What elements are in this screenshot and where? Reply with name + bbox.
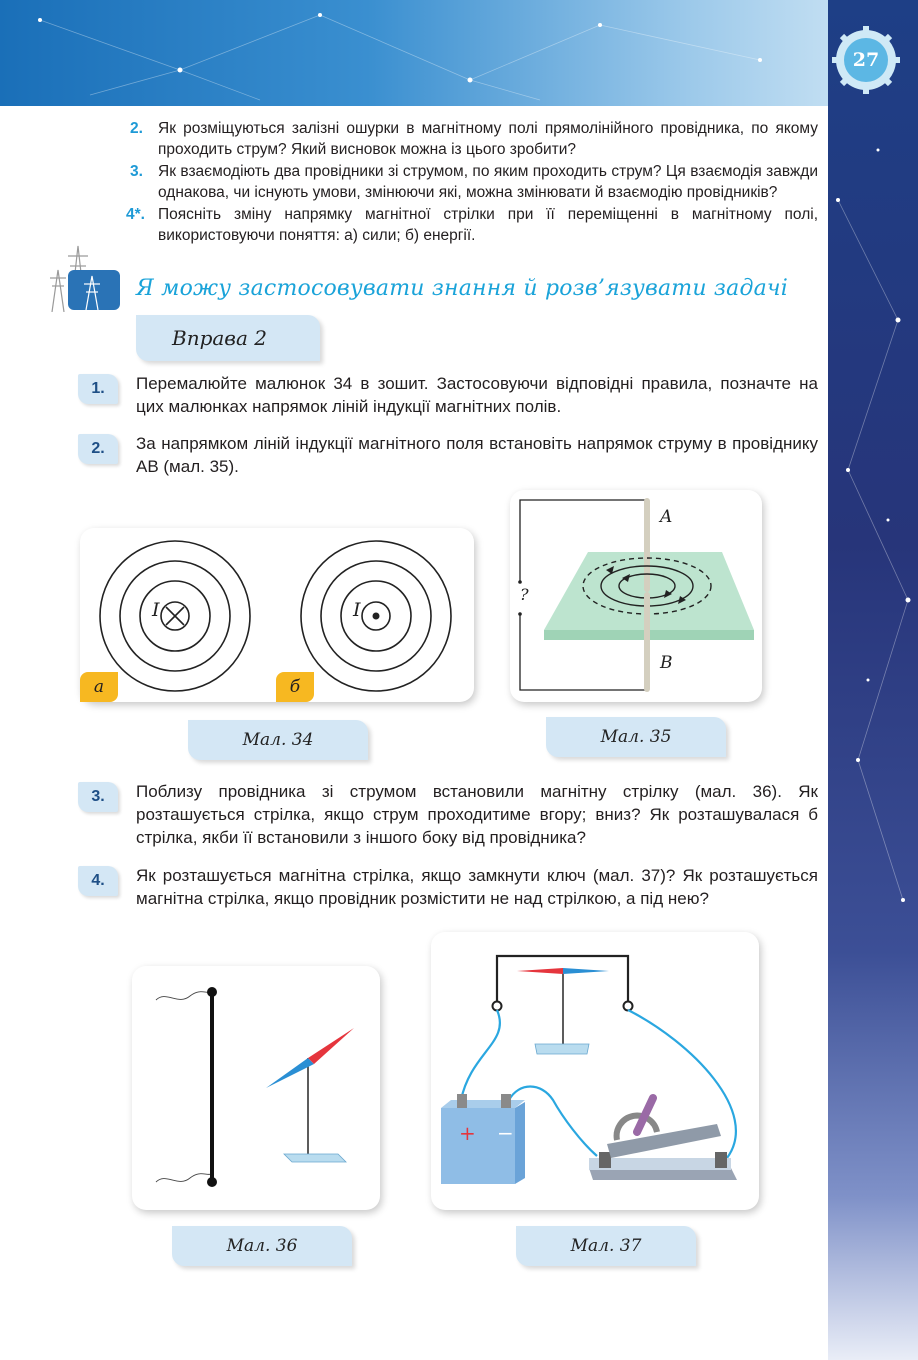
plus-sign: + bbox=[459, 1121, 476, 1145]
figure-36-drawing bbox=[132, 966, 380, 1210]
figure-34 bbox=[80, 528, 474, 702]
question-item bbox=[130, 118, 818, 160]
label-B: B bbox=[660, 653, 673, 673]
figure-37 bbox=[431, 932, 759, 1210]
side-banner bbox=[828, 0, 918, 1360]
question-item bbox=[130, 161, 818, 203]
figure-34-caption: Мал. 34 bbox=[188, 720, 368, 760]
task-number: 1. bbox=[78, 374, 118, 404]
current-label-a: I bbox=[152, 599, 160, 621]
question-number: 3. bbox=[130, 163, 143, 180]
section-title: Я можу застосовувати знання й розв’язувати задачі bbox=[136, 276, 789, 301]
question-text: Поясніть зміну напрямку магнітної стрілки при її переміщенні в магнітному полі, використовуючи поняття: а) сили; б) енергії. bbox=[158, 206, 818, 244]
task-item bbox=[78, 372, 818, 418]
question-number: 2. bbox=[130, 120, 143, 137]
task-text: За напрямком ліній індукції магнітного поля встановіть напрямок струму в провіднику AB (мал. 35). bbox=[136, 434, 818, 476]
task-text: Поблизу провідника зі струмом встановили магнітну стрілку (мал. 36). Як розташується стрілка, якщо струм проходитиме вгору; вниз? Як розташувалася б стрілка, якби її встановили з іншого боку від провідника? bbox=[136, 782, 818, 847]
star-decoration bbox=[828, 0, 918, 1360]
figure-36-caption: Мал. 36 bbox=[172, 1226, 352, 1266]
header-banner bbox=[0, 0, 918, 106]
task-number: 2. bbox=[78, 434, 118, 464]
question-item bbox=[126, 204, 818, 246]
task-item bbox=[78, 432, 818, 478]
task-item bbox=[78, 864, 818, 910]
figure-36 bbox=[132, 966, 380, 1210]
exercise-title: Вправа 2 bbox=[136, 315, 320, 361]
page-number: 27 bbox=[852, 49, 880, 71]
task-text: Як розташується магнітна стрілка, якщо замкнути ключ (мал. 37)? Як розташується магнітна стрілка, якщо провідник розмістити не над стрілкою, а під нею? bbox=[136, 866, 818, 908]
question-list bbox=[126, 118, 818, 247]
question-mark: ? bbox=[520, 585, 529, 604]
figure-label-b: б bbox=[276, 672, 314, 702]
figure-37-caption: Мал. 37 bbox=[516, 1226, 696, 1266]
figure-37-drawing bbox=[431, 932, 759, 1210]
task-number: 3. bbox=[78, 782, 118, 812]
question-text: Як взаємодіють два провідники зі струмом, по яким проходить струм? Ця взаємодія завжди однакова, чи існують умови, змінюючи які, можна змінювати й взаємодію провідників? bbox=[158, 163, 818, 201]
figure-35-caption: Мал. 35 bbox=[546, 717, 726, 757]
power-tower-icon bbox=[42, 240, 122, 312]
figure-35 bbox=[510, 490, 762, 702]
question-number: 4*. bbox=[126, 206, 145, 223]
figure-35-drawing bbox=[510, 490, 762, 702]
minus-sign: − bbox=[497, 1121, 514, 1145]
figure-label-a: а bbox=[80, 672, 118, 702]
task-number: 4. bbox=[78, 866, 118, 896]
task-item bbox=[78, 780, 818, 849]
label-A: A bbox=[660, 507, 673, 527]
question-text: Як розміщуються залізні ошурки в магнітному полі прямолінійного провідника, по якому проходить струм? Який висновок можна із цього зробити? bbox=[158, 120, 818, 158]
current-label-b: I bbox=[353, 599, 361, 621]
constellation-decoration bbox=[0, 0, 918, 106]
task-text: Перемалюйте малюнок 34 в зошит. Застосовуючи відповідні правила, позначте на цих малюнках напрямок ліній індукції магнітних полів. bbox=[136, 374, 818, 416]
